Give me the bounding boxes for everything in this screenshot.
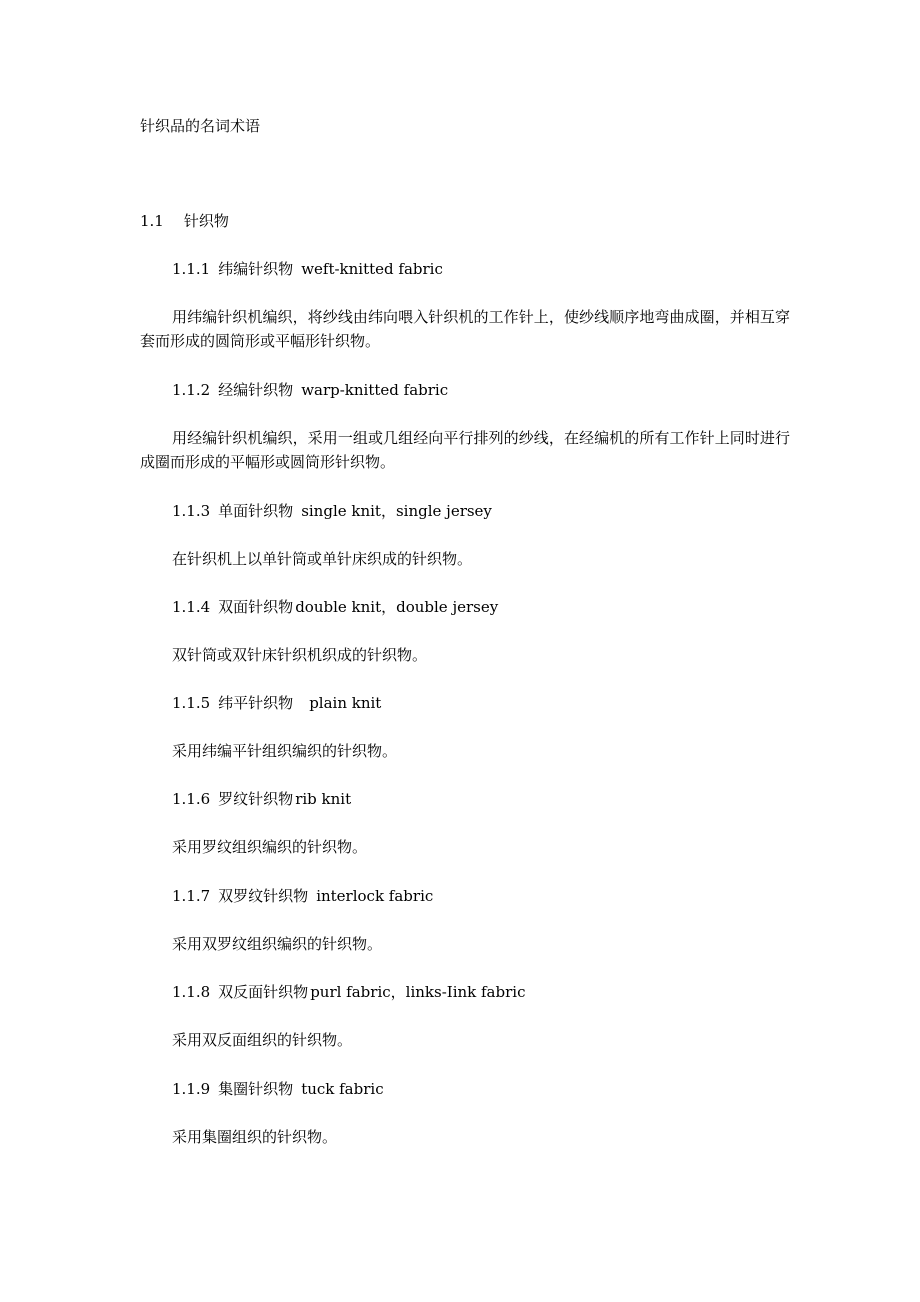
entry-definition: 用经编针织机编织，采用一组或几组经向平行排列的纱线，在经编机的所有工作针上同时进行成圈而形成的平幅形或圆筒形针织物。 bbox=[140, 429, 790, 471]
entry-term-en: warp-knitted fabric bbox=[301, 381, 449, 399]
entry-number: 1.1.5 bbox=[172, 694, 211, 712]
entry-number: 1.1.7 bbox=[172, 887, 211, 905]
entry-term-cn: 经编针织物 bbox=[218, 381, 294, 399]
entry-term-en: plain knit bbox=[309, 694, 382, 712]
entry-definition: 采用罗纹组织编织的针织物。 bbox=[172, 838, 368, 856]
entry-term-en: single knit，single jersey bbox=[301, 502, 492, 520]
entry-heading bbox=[172, 499, 492, 523]
entry-number: 1.1.4 bbox=[172, 598, 211, 616]
entry-term-cn: 罗纹针织物 bbox=[218, 790, 294, 808]
entry-heading bbox=[172, 980, 525, 1004]
entry-heading bbox=[172, 691, 381, 715]
entry-heading bbox=[172, 1077, 384, 1101]
section-title: 针织物 bbox=[183, 212, 229, 230]
entry-number: 1.1.8 bbox=[172, 983, 211, 1001]
entry-definition: 采用双反面组织的针织物。 bbox=[172, 1031, 353, 1049]
entry-number: 1.1.1 bbox=[172, 260, 211, 278]
entry-term-en: rib knit bbox=[295, 790, 352, 808]
entry-term-cn: 单面针织物 bbox=[218, 502, 294, 520]
entry-term-en: interlock fabric bbox=[316, 887, 434, 905]
entry-definition: 用纬编针织机编织，将纱线由纬向喂入针织机的工作针上，使纱线顺序地弯曲成圈，并相互穿套而形成的圆筒形或平幅形针织物。 bbox=[140, 308, 790, 350]
entry-term-cn: 双面针织物 bbox=[218, 598, 294, 616]
section-number: 1.1 bbox=[140, 212, 164, 230]
document-title: 针织品的名词术语 bbox=[140, 117, 261, 135]
entry-heading bbox=[172, 787, 351, 811]
entry-heading bbox=[172, 378, 448, 402]
entry-term-en: double knit，double jersey bbox=[295, 598, 499, 616]
entry-definition: 在针织机上以单针筒或单针床织成的针织物。 bbox=[172, 550, 473, 568]
entry-number: 1.1.2 bbox=[172, 381, 211, 399]
entry-number: 1.1.9 bbox=[172, 1080, 211, 1098]
entry-term-en: purl fabric，links-Iink fabric bbox=[310, 983, 526, 1001]
entry-term-cn: 双反面针织物 bbox=[218, 983, 309, 1001]
entry-number: 1.1.3 bbox=[172, 502, 211, 520]
entry-heading bbox=[172, 884, 433, 908]
entry-heading bbox=[172, 595, 498, 619]
entry-term-cn: 纬平针织物 bbox=[218, 694, 294, 712]
entry-heading bbox=[172, 257, 443, 281]
section-heading bbox=[140, 209, 229, 233]
entry-definition: 采用纬编平针组织编织的针织物。 bbox=[172, 742, 398, 760]
entry-definition: 双针筒或双针床针织机织成的针织物。 bbox=[172, 646, 428, 664]
entry-definition: 采用双罗纹组织编织的针织物。 bbox=[172, 935, 383, 953]
entry-number: 1.1.6 bbox=[172, 790, 211, 808]
entry-term-en: tuck fabric bbox=[301, 1080, 384, 1098]
entry-definition: 采用集圈组织的针织物。 bbox=[172, 1128, 338, 1146]
entry-term-cn: 纬编针织物 bbox=[218, 260, 294, 278]
entry-term-cn: 集圈针织物 bbox=[218, 1080, 294, 1098]
entry-term-en: weft-knitted fabric bbox=[301, 260, 443, 278]
entry-term-cn: 双罗纹针织物 bbox=[218, 887, 309, 905]
